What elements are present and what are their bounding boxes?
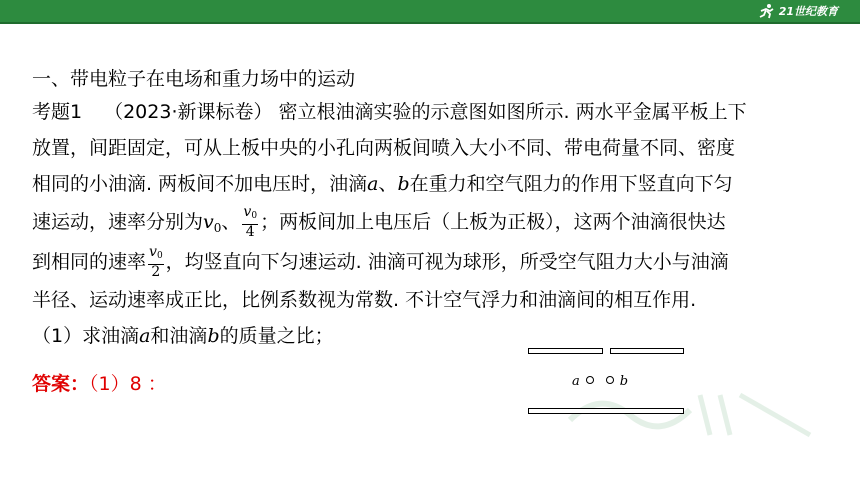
droplet-a-label: a [572,374,580,389]
droplet-b [606,376,614,384]
problem-line-1 [32,94,832,130]
problem-line-4 [32,202,832,242]
runner-logo-icon [758,3,776,19]
droplet-a [586,376,594,384]
var-a: a [139,325,151,347]
var-a: a [367,173,379,195]
droplets [572,374,628,389]
problem-line-2: 放置，间距固定，可从上板中央的小孔向两板间喷入大小不同、带电荷量不同、密度 [32,137,736,159]
separator: 、 [378,173,398,195]
answer [32,370,167,398]
droplet-b-label: b [619,374,629,389]
lower-plate [528,408,684,414]
upper-plate-right [610,348,684,354]
comma: 、 [221,211,241,233]
problem-line-5-end: ，均竖直向下匀速运动. 油滴可视为球形，所受空气阻力大小与油滴 [165,251,729,273]
question-1-start: （1）求油滴 [32,325,140,347]
upper-plate-left [528,348,603,354]
problem-label: 考题1 [32,101,83,123]
fraction-numerator [148,245,164,265]
problem-line-4-start: 速运动，速率分别为 [32,211,204,233]
problem-line-3-end: 在重力和空气阻力的作用下竖直向下匀 [409,173,733,195]
problem-line-6: 半径、运动速率成正比，比例系数视为常数. 不计空气浮力和油滴间的相互作用. [32,289,697,311]
problem-line-3 [32,166,832,202]
slide-content [32,64,832,354]
question-1 [32,318,832,354]
millikan-diagram [520,344,690,424]
v-symbol: v [203,211,214,233]
logo-text: 21世纪教育 [778,5,838,18]
brand-logo [758,2,838,20]
answer-label: 答案： [32,373,90,395]
v-subscript: 0 [213,221,222,235]
problem-line-5-start: 到相同的速率 [32,251,147,273]
v-symbol: v [149,244,157,260]
v-subscript: 0 [251,211,258,221]
fraction-v0-over-2 [148,245,164,280]
var-b: b [207,325,220,347]
speed-v0 [203,211,221,233]
question-1-middle: 和油滴 [150,325,208,347]
problem-source: （2023·新课标卷） [104,101,273,123]
fraction-v0-over-4 [242,205,258,240]
problem-line-5 [32,242,832,282]
problem-line-3-start: 相同的小油滴. 两板间不加电压时，油滴 [32,173,368,195]
problem-text [32,94,832,354]
header-stripe [0,22,860,24]
v-subscript: 0 [156,251,163,261]
fraction-denominator: 4 [245,224,255,240]
question-1-end: 的质量之比； [219,325,334,347]
v-symbol: v [243,204,252,220]
var-b: b [397,173,410,195]
answer-text: （1）8 ： [89,373,167,395]
fraction-denominator: 2 [151,264,161,280]
problem-line-1-text: 密立根油滴实验的示意图如图所示. 两水平金属平板上下 [278,101,747,123]
fraction-numerator [242,205,258,225]
section-title: 一、带电粒子在电场和重力场中的运动 [32,68,356,90]
problem-line-4-end: ；两板间加上电压后（上板为正极），这两个油滴很快达 [260,211,726,233]
header-bar [0,0,860,22]
